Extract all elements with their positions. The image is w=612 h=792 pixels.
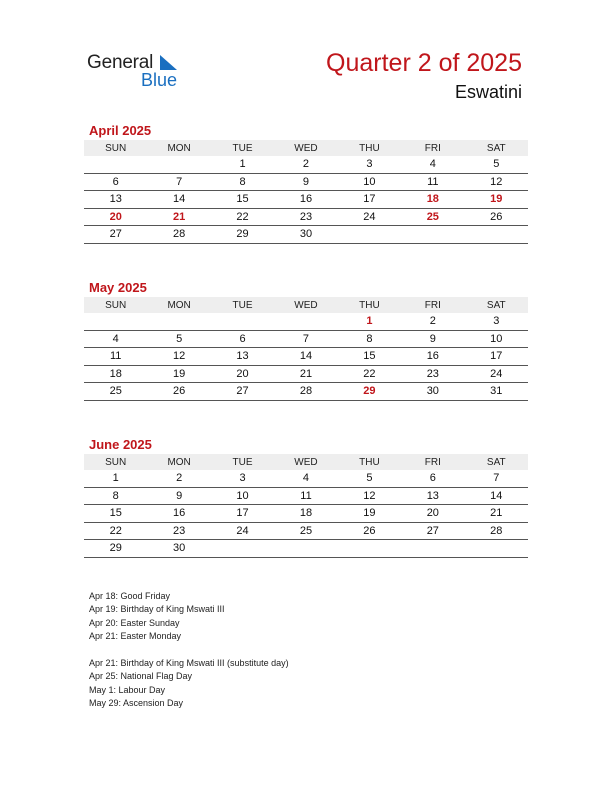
day-cell: 27 — [401, 522, 464, 540]
day-cell: 15 — [211, 191, 274, 209]
holiday-list — [89, 590, 289, 711]
week-row — [84, 208, 528, 226]
day-cell: 19 — [465, 191, 528, 209]
weekday-header: SUN — [84, 454, 147, 470]
day-cell: 30 — [401, 383, 464, 401]
day-cell: 13 — [211, 348, 274, 366]
day-cell — [274, 313, 337, 330]
day-cell: 17 — [338, 191, 401, 209]
day-cell: 29 — [211, 226, 274, 244]
day-cell: 22 — [84, 522, 147, 540]
day-cell: 19 — [147, 365, 210, 383]
weekday-header: THU — [338, 297, 401, 313]
day-cell: 16 — [401, 348, 464, 366]
day-cell: 21 — [465, 505, 528, 523]
logo-general-text: General — [87, 52, 154, 73]
month-may — [84, 279, 528, 401]
day-cell: 4 — [274, 470, 337, 487]
day-cell: 30 — [274, 226, 337, 244]
week-row — [84, 505, 528, 523]
day-cell: 30 — [147, 540, 210, 558]
day-cell — [401, 540, 464, 558]
day-cell: 25 — [274, 522, 337, 540]
day-cell: 23 — [147, 522, 210, 540]
weekday-header: FRI — [401, 297, 464, 313]
month-title: April 2025 — [89, 123, 152, 138]
day-cell: 12 — [338, 487, 401, 505]
logo-flag-icon — [158, 53, 178, 71]
day-cell: 3 — [211, 470, 274, 487]
day-cell: 5 — [147, 330, 210, 348]
weekday-header: TUE — [211, 454, 274, 470]
day-cell: 7 — [147, 173, 210, 191]
day-cell: 28 — [274, 383, 337, 401]
day-cell: 7 — [465, 470, 528, 487]
day-cell: 20 — [84, 208, 147, 226]
day-cell — [465, 226, 528, 244]
day-cell: 21 — [147, 208, 210, 226]
day-cell: 24 — [465, 365, 528, 383]
day-cell: 28 — [147, 226, 210, 244]
day-cell: 18 — [401, 191, 464, 209]
month-april — [84, 122, 528, 244]
month-title: May 2025 — [89, 280, 147, 295]
day-cell — [84, 313, 147, 330]
day-cell: 15 — [84, 505, 147, 523]
day-cell: 5 — [465, 156, 528, 173]
day-cell: 20 — [401, 505, 464, 523]
week-row — [84, 470, 528, 487]
day-cell: 14 — [147, 191, 210, 209]
weekday-header: FRI — [401, 454, 464, 470]
month-june — [84, 436, 528, 558]
weekday-header: MON — [147, 140, 210, 156]
day-cell: 6 — [401, 470, 464, 487]
day-cell: 25 — [401, 208, 464, 226]
day-cell: 22 — [211, 208, 274, 226]
day-cell — [338, 540, 401, 558]
day-cell: 11 — [274, 487, 337, 505]
day-cell: 27 — [211, 383, 274, 401]
day-cell: 10 — [338, 173, 401, 191]
day-cell: 13 — [401, 487, 464, 505]
page-title: Quarter 2 of 2025 — [326, 49, 522, 77]
day-cell: 11 — [84, 348, 147, 366]
month-title: June 2025 — [89, 437, 152, 452]
day-cell: 16 — [147, 505, 210, 523]
weekday-header: SUN — [84, 140, 147, 156]
day-cell: 19 — [338, 505, 401, 523]
day-cell: 26 — [147, 383, 210, 401]
day-cell — [465, 540, 528, 558]
week-row — [84, 330, 528, 348]
day-cell: 8 — [84, 487, 147, 505]
day-cell: 1 — [211, 156, 274, 173]
holiday-item: Apr 21: Easter Monday — [89, 631, 182, 642]
day-cell: 24 — [211, 522, 274, 540]
holiday-item: Apr 19: Birthday of King Mswati III — [89, 604, 225, 615]
day-cell: 18 — [274, 505, 337, 523]
day-cell: 8 — [338, 330, 401, 348]
week-row — [84, 487, 528, 505]
day-cell: 2 — [401, 313, 464, 330]
day-cell: 18 — [84, 365, 147, 383]
holiday-item: May 1: Labour Day — [89, 684, 166, 695]
day-cell — [211, 540, 274, 558]
calendar-grid — [84, 140, 528, 244]
holiday-item: Apr 20: Easter Sunday — [89, 617, 180, 628]
day-cell: 9 — [147, 487, 210, 505]
country-name: Eswatini — [454, 82, 522, 102]
weekday-header: FRI — [401, 140, 464, 156]
day-cell: 3 — [338, 156, 401, 173]
weekday-header: MON — [147, 297, 210, 313]
day-cell: 14 — [274, 348, 337, 366]
calendar-grid — [84, 454, 528, 558]
day-cell: 6 — [84, 173, 147, 191]
day-cell: 14 — [465, 487, 528, 505]
day-cell — [211, 313, 274, 330]
weekday-header: WED — [274, 140, 337, 156]
day-cell: 4 — [84, 330, 147, 348]
day-cell: 28 — [465, 522, 528, 540]
week-row — [84, 540, 528, 558]
day-cell — [147, 156, 210, 173]
list-spacer — [89, 644, 289, 657]
holiday-item: Apr 25: National Flag Day — [89, 671, 193, 682]
weekday-header: WED — [274, 454, 337, 470]
day-cell: 12 — [465, 173, 528, 191]
day-cell: 29 — [338, 383, 401, 401]
holiday-item: Apr 18: Good Friday — [89, 591, 171, 601]
day-cell: 4 — [401, 156, 464, 173]
day-cell: 12 — [147, 348, 210, 366]
logo — [87, 52, 187, 92]
week-row — [84, 173, 528, 191]
day-cell: 5 — [338, 470, 401, 487]
day-cell: 29 — [84, 540, 147, 558]
day-cell — [274, 540, 337, 558]
day-cell: 26 — [465, 208, 528, 226]
calendar-grid — [84, 297, 528, 401]
day-cell: 8 — [211, 173, 274, 191]
day-cell: 15 — [338, 348, 401, 366]
holiday-item: May 29: Ascension Day — [89, 698, 184, 709]
week-row — [84, 348, 528, 366]
day-cell — [84, 156, 147, 173]
day-cell: 20 — [211, 365, 274, 383]
weekday-header: THU — [338, 140, 401, 156]
day-cell: 26 — [338, 522, 401, 540]
weekday-header: TUE — [211, 140, 274, 156]
weekday-header: THU — [338, 454, 401, 470]
weekday-header: MON — [147, 454, 210, 470]
day-cell: 6 — [211, 330, 274, 348]
week-row — [84, 226, 528, 244]
week-row — [84, 313, 528, 330]
day-cell: 17 — [465, 348, 528, 366]
logo-blue-text: Blue — [141, 70, 178, 90]
day-cell: 3 — [465, 313, 528, 330]
day-cell: 2 — [147, 470, 210, 487]
week-row — [84, 191, 528, 209]
weekday-header: SUN — [84, 297, 147, 313]
day-cell: 22 — [338, 365, 401, 383]
weekday-header: SAT — [465, 140, 528, 156]
day-cell: 7 — [274, 330, 337, 348]
holiday-item: Apr 21: Birthday of King Mswati III (substitute day) — [89, 658, 289, 669]
day-cell: 1 — [338, 313, 401, 330]
day-cell: 2 — [274, 156, 337, 173]
day-cell: 23 — [274, 208, 337, 226]
day-cell: 27 — [84, 226, 147, 244]
week-row — [84, 156, 528, 173]
day-cell: 10 — [465, 330, 528, 348]
week-row — [84, 383, 528, 401]
day-cell — [401, 226, 464, 244]
week-row — [84, 365, 528, 383]
day-cell — [147, 313, 210, 330]
day-cell: 23 — [401, 365, 464, 383]
weekday-header: SAT — [465, 454, 528, 470]
day-cell: 9 — [274, 173, 337, 191]
day-cell: 25 — [84, 383, 147, 401]
weekday-header: TUE — [211, 297, 274, 313]
day-cell: 31 — [465, 383, 528, 401]
weekday-header: WED — [274, 297, 337, 313]
day-cell: 17 — [211, 505, 274, 523]
weekday-header: SAT — [465, 297, 528, 313]
day-cell: 13 — [84, 191, 147, 209]
day-cell: 9 — [401, 330, 464, 348]
day-cell: 11 — [401, 173, 464, 191]
day-cell: 21 — [274, 365, 337, 383]
day-cell: 10 — [211, 487, 274, 505]
day-cell: 16 — [274, 191, 337, 209]
week-row — [84, 522, 528, 540]
day-cell — [338, 226, 401, 244]
day-cell: 24 — [338, 208, 401, 226]
day-cell: 1 — [84, 470, 147, 487]
